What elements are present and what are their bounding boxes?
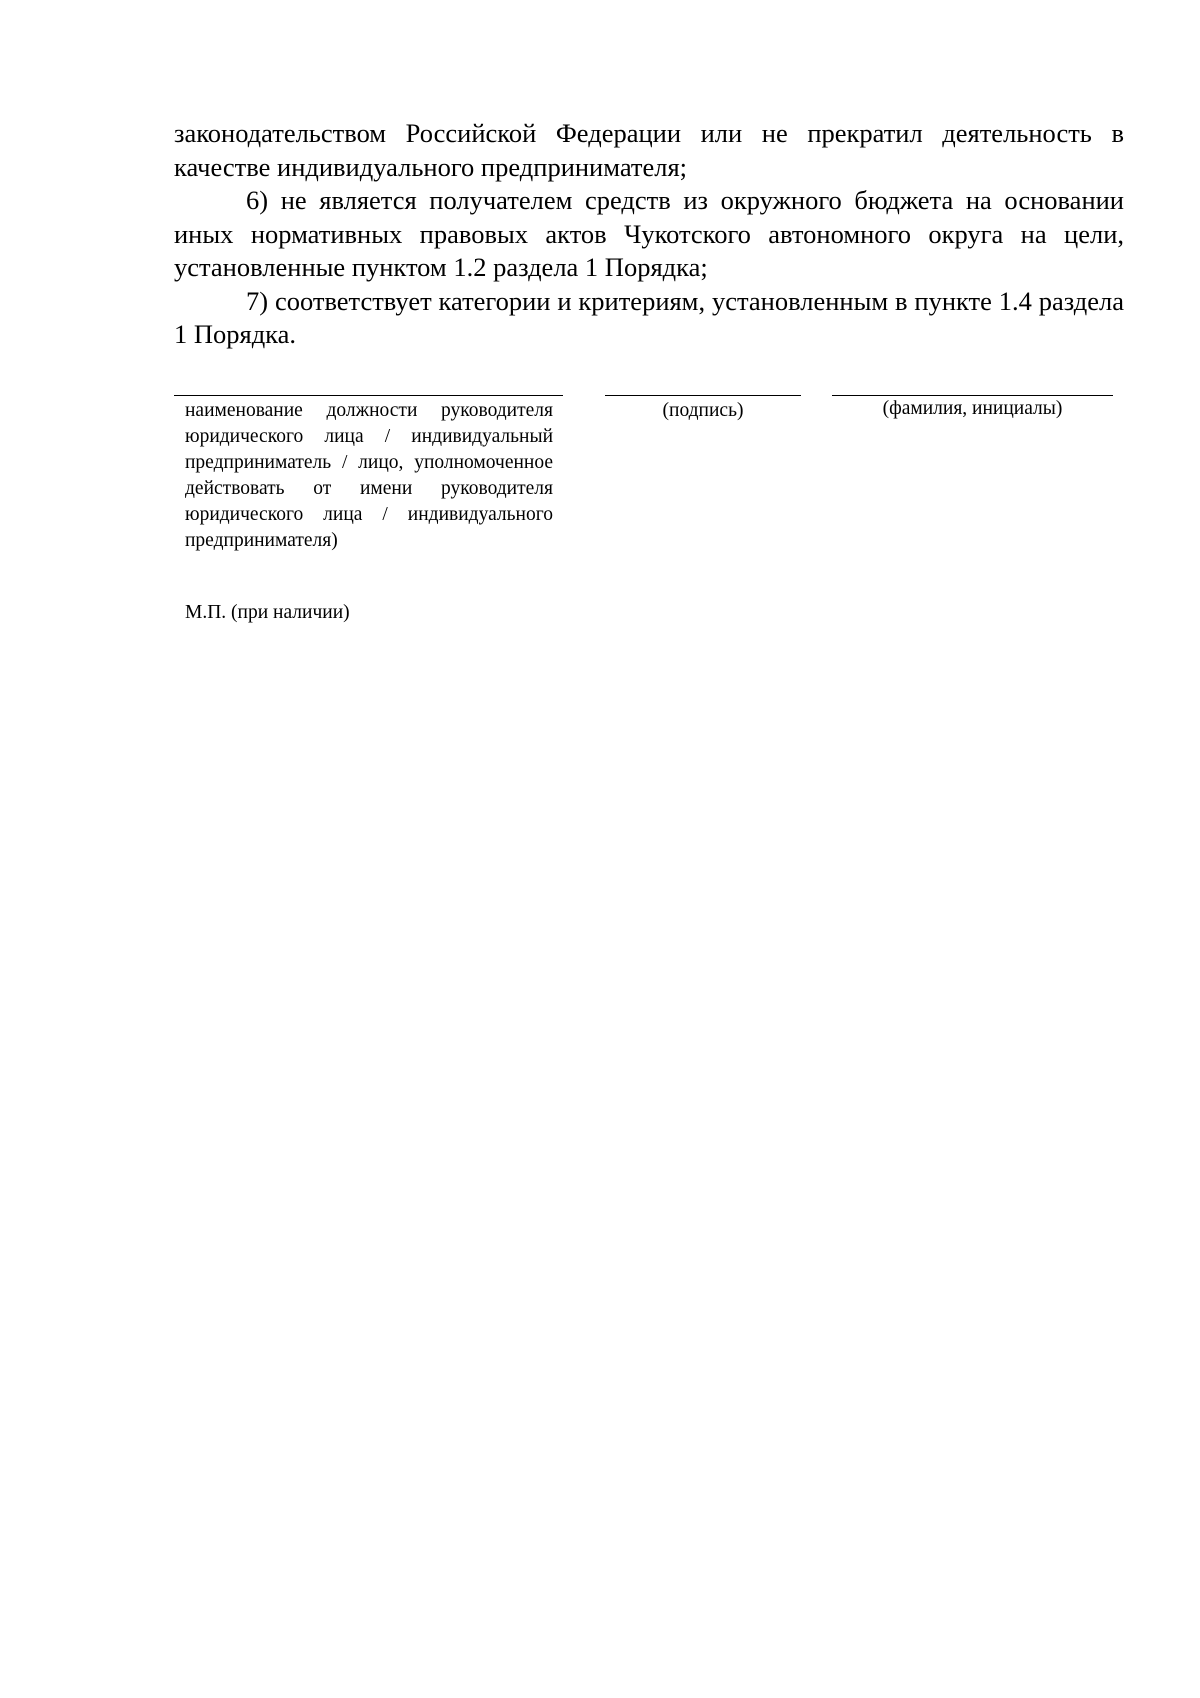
- document-body: [174, 117, 1124, 352]
- position-caption: наименование должности руководителя юридического лица / индивидуальный предприниматель / лицо, уполномоченное действовать от имени руководителя юридического лица / индивидуального предпринимателя): [185, 400, 553, 551]
- paragraph-item-6: 6) не является получателем средств из окружного бюджета на основании иных нормативных правовых актов Чукотского автономного округа на цели, установленные пунктом 1.2 раздела 1 Порядка;: [174, 185, 1124, 282]
- name-caption: (фамилия, инициалы): [882, 398, 1063, 419]
- signature-line: [605, 395, 801, 396]
- position-signature-line: [174, 395, 563, 396]
- paragraph-continuation: законодательством Российской Федерации или не прекратил деятельность в качестве индивидуального предпринимателя;: [174, 118, 1124, 182]
- stamp-note: М.П. (при наличии): [185, 602, 350, 623]
- signature-caption: (подпись): [662, 400, 744, 421]
- paragraph-item-7: 7) соответствует категории и критериям, установленным в пункте 1.4 раздела 1 Порядка.: [174, 285, 1124, 349]
